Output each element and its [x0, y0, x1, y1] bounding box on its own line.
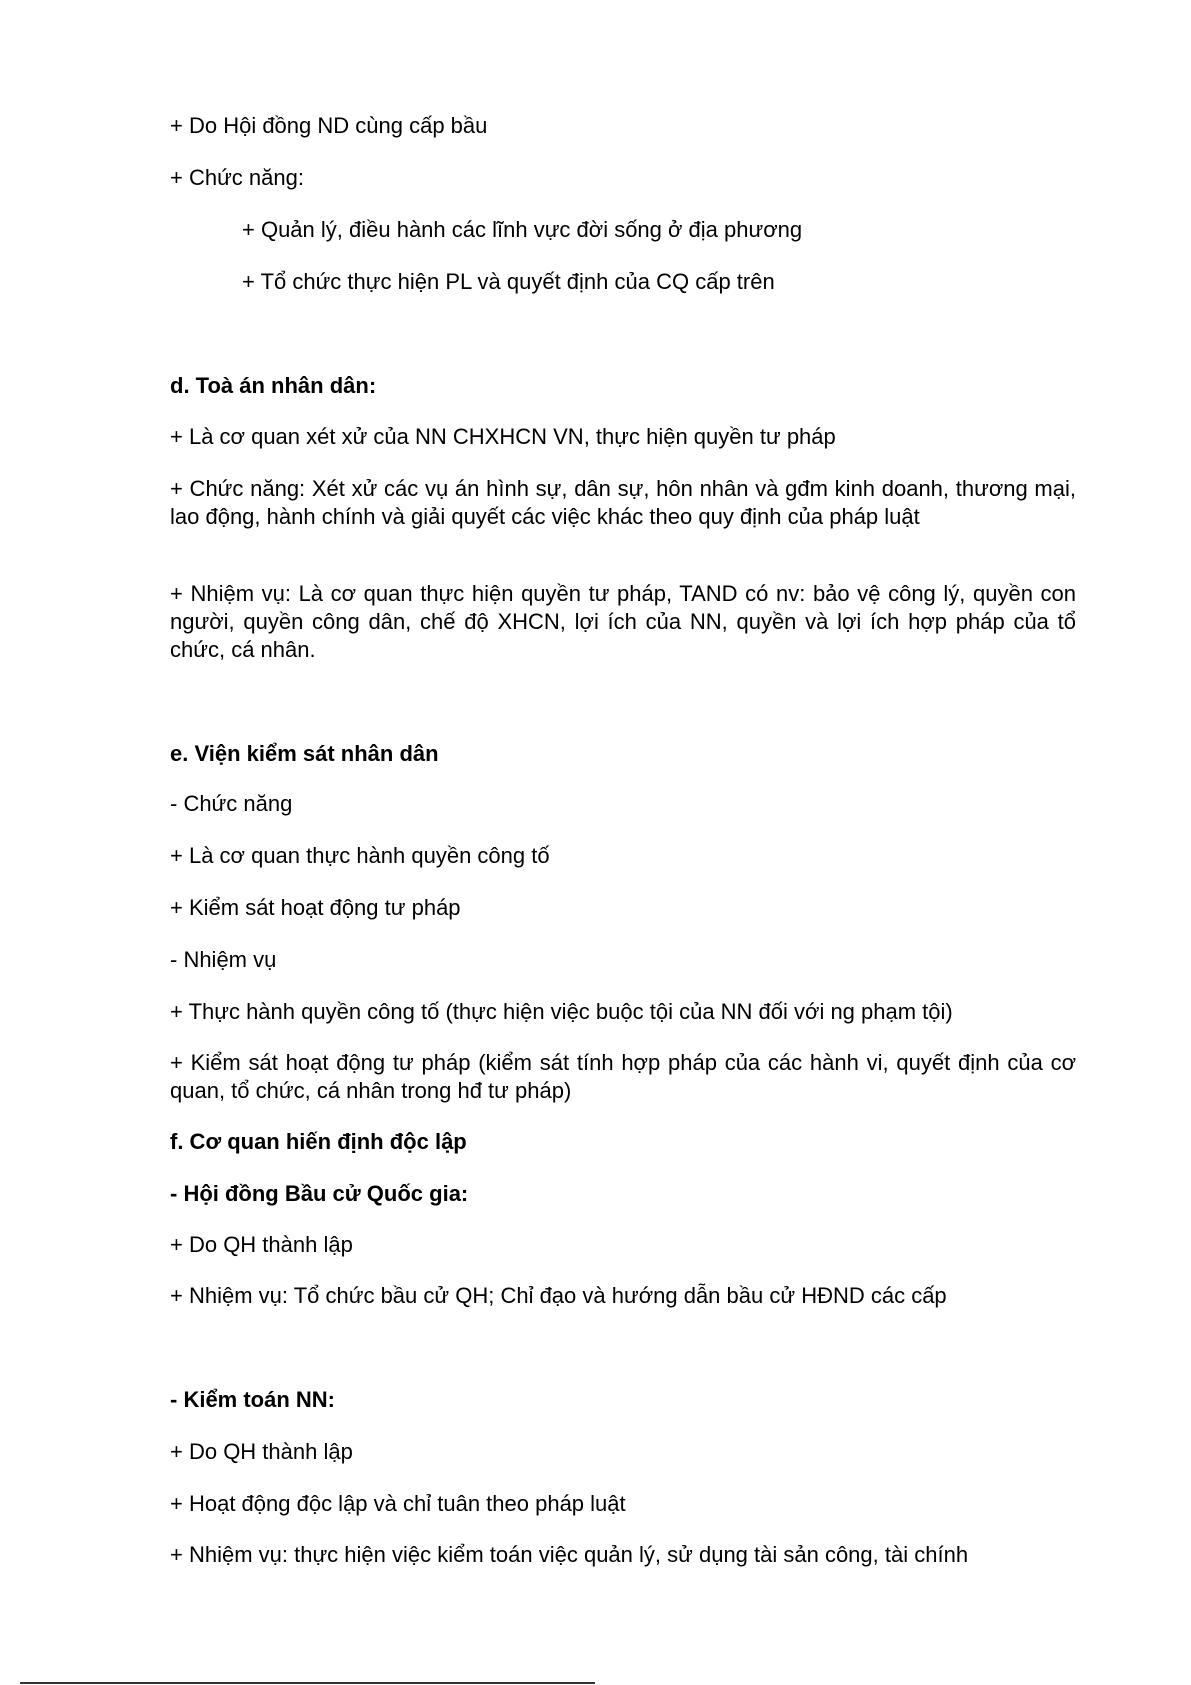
text-line: + Nhiệm vụ: Tổ chức bầu cử QH; Chỉ đạo và hướng dẫn bầu cử HĐND các cấp	[170, 1283, 947, 1308]
text-line: + Do QH thành lập	[170, 1439, 353, 1464]
section-heading-f: f. Cơ quan hiến định độc lập	[170, 1129, 467, 1154]
page-bottom-divider	[20, 1682, 595, 1684]
text-line: + Do QH thành lập	[170, 1232, 353, 1257]
text-line: - Nhiệm vụ	[170, 947, 277, 972]
text-line: + Là cơ quan thực hành quyền công tố	[170, 843, 550, 868]
paragraph: + Chức năng: Xét xử các vụ án hình sự, dân sự, hôn nhân và gđm kinh doanh, thương mại, lao động, hành chính và giải quyết các việc khác theo quy định của pháp luật	[170, 476, 1076, 529]
text-line-indented: + Quản lý, điều hành các lĩnh vực đời sống ở địa phương	[242, 217, 803, 242]
text-line: + Thực hành quyền công tố (thực hiện việc buộc tội của NN đối với ng phạm tội)	[170, 999, 953, 1024]
subsection-heading: - Kiểm toán NN:	[170, 1387, 335, 1412]
text-line: + Là cơ quan xét xử của NN CHXHCN VN, thực hiện quyền tư pháp	[170, 424, 836, 449]
text-line: + Do Hội đồng ND cùng cấp bầu	[170, 113, 488, 138]
text-line: + Nhiệm vụ: thực hiện việc kiểm toán việc quản lý, sử dụng tài sản công, tài chính	[170, 1542, 969, 1567]
text-line: + Kiểm sát hoạt động tư pháp	[170, 895, 461, 920]
text-line: + Chức năng:	[170, 165, 304, 190]
section-heading-d: d. Toà án nhân dân:	[170, 373, 377, 398]
subsection-heading: - Hội đồng Bầu cử Quốc gia:	[170, 1181, 469, 1206]
text-line: + Hoạt động độc lập và chỉ tuân theo pháp luật	[170, 1491, 626, 1516]
text-line-indented: + Tổ chức thực hiện PL và quyết định của CQ cấp trên	[242, 269, 775, 294]
paragraph: + Kiểm sát hoạt động tư pháp (kiểm sát tính hợp pháp của các hành vi, quyết định của cơ quan, tổ chức, cá nhân trong hđ tư pháp)	[170, 1050, 1076, 1103]
text-line: - Chức năng	[170, 791, 293, 816]
section-heading-e: e. Viện kiểm sát nhân dân	[170, 741, 439, 766]
paragraph: + Nhiệm vụ: Là cơ quan thực hiện quyền tư pháp, TAND có nv: bảo vệ công lý, quyền con người, quyền công dân, chế độ XHCN, lợi ích của NN, quyền và lợi ích hợp pháp của tổ chức, cá nhân.	[170, 581, 1076, 662]
